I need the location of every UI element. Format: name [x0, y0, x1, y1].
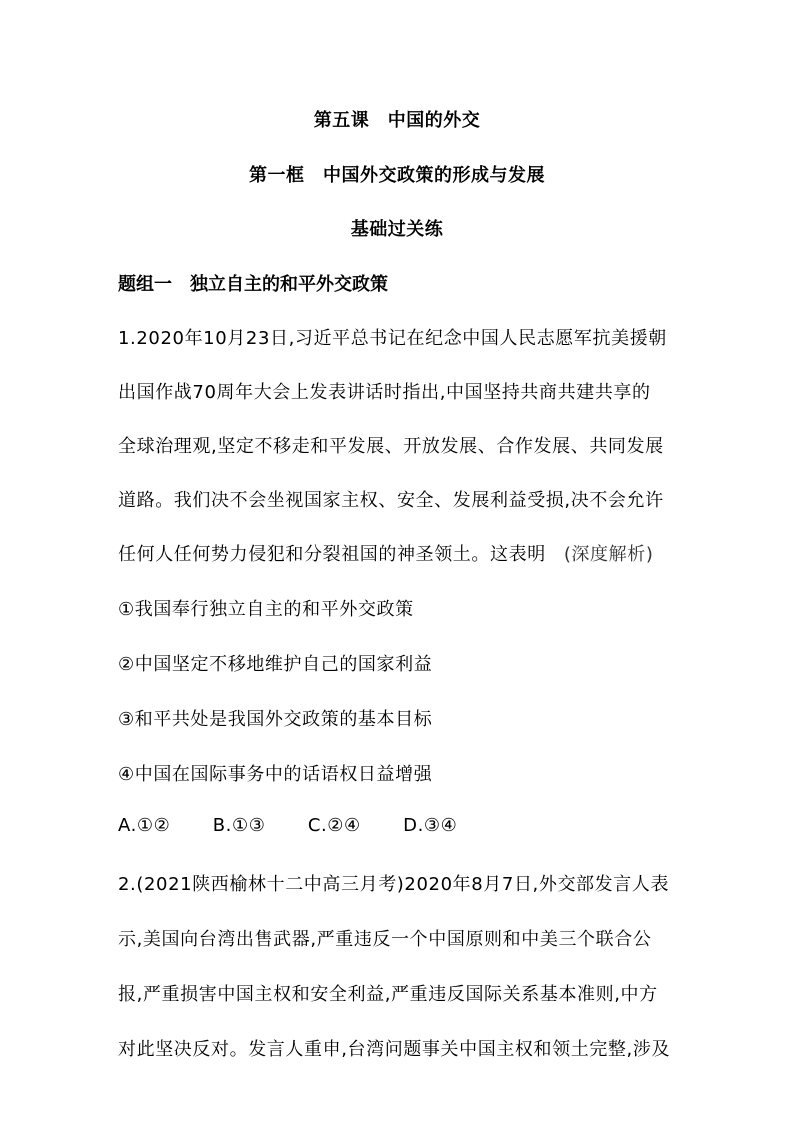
q1-line: 道路。我们决不会坐视国家主权、安全、发展利益受损,决不会允许 [118, 490, 664, 511]
choice-a: A.①② [118, 815, 171, 836]
q1-line: 1.2020年10月23日,习近平总书记在纪念中国人民志愿军抗美援朝 [118, 328, 667, 349]
q1-option: ④中国在国际事务中的话语权日益增强 [118, 764, 433, 785]
lesson-title: 第五课 中国的外交 [313, 110, 481, 131]
q2-line: 示,美国向台湾出售武器,严重违反一个中国原则和中美三个联合公 [118, 929, 652, 950]
q1-option: ②中国坚定不移地维护自己的国家利益 [118, 654, 433, 675]
q1-choices [118, 815, 457, 836]
q1-note: (深度解析) [563, 544, 654, 565]
q1-line-text: 任何人任何势力侵犯和分裂祖国的神圣领土。这表明 [118, 544, 546, 565]
q2-line: 对此坚决反对。发言人重申,台湾问题事关中国主权和领土完整,涉及 [118, 1039, 671, 1060]
group-title: 题组一 独立自主的和平外交政策 [118, 274, 388, 295]
q2-line: 报,严重损害中国主权和安全利益,严重违反国际关系基本准则,中方 [118, 984, 658, 1005]
exercise-title: 基础过关练 [350, 219, 444, 240]
section-title: 第一框 中国外交政策的形成与发展 [249, 165, 545, 186]
choice-b: B.①③ [212, 815, 266, 836]
q1-option: ③和平共处是我国外交政策的基本目标 [118, 709, 433, 730]
choice-c: C.②④ [307, 815, 361, 836]
q1-line: 全球治理观,坚定不移走和平发展、开放发展、合作发展、共同发展 [118, 436, 664, 457]
q1-line: 出国作战70周年大会上发表讲话时指出,中国坚持共商共建共享的 [118, 382, 651, 403]
q1-option: ①我国奉行独立自主的和平外交政策 [118, 599, 414, 620]
choice-d: D.③④ [403, 815, 458, 836]
q1-line-last [118, 540, 653, 566]
q2-line: 2.(2021陕西榆林十二中高三月考)2020年8月7日,外交部发言人表 [118, 874, 670, 895]
